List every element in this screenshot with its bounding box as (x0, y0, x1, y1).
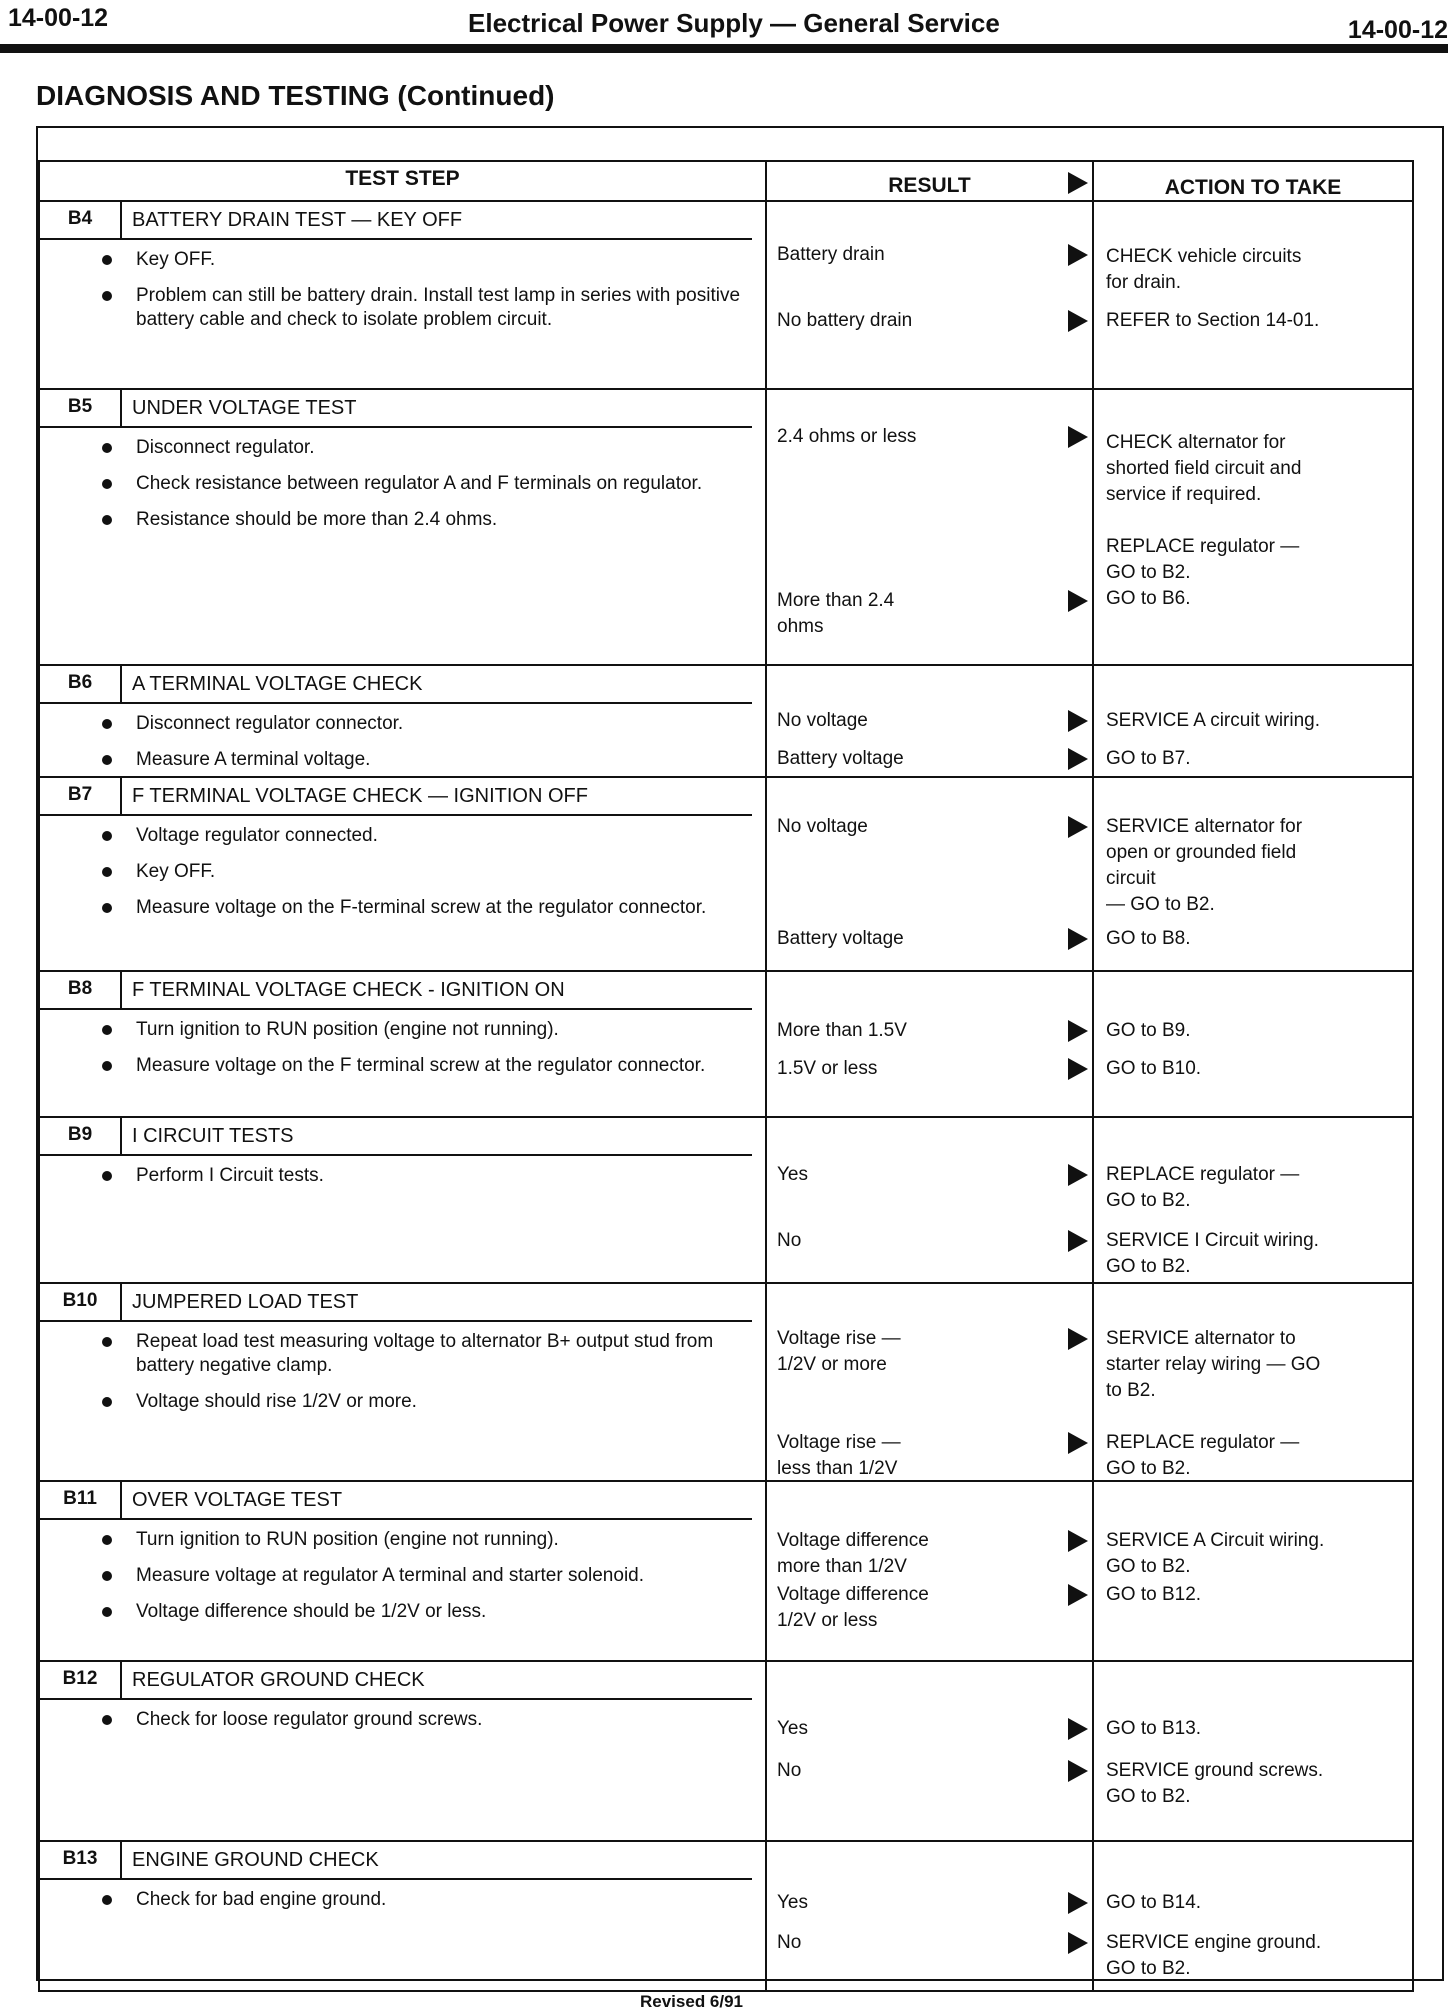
action-text: REPLACE regulator — GO to B2. (1106, 1164, 1300, 1211)
result-cell (767, 1842, 1094, 1990)
result-text: Voltage rise — less than 1/2V (777, 1432, 901, 1479)
instruction-item: Problem can still be battery drain. Install test lamp in series with positive battery cable and check to isolate problem circuit. (136, 284, 751, 332)
result-cell (767, 1118, 1094, 1282)
result-text: No (777, 1932, 802, 1953)
arrow-right-icon (1068, 1932, 1088, 1954)
test-step-cell (40, 972, 767, 1116)
instruction-item: Voltage regulator connected. (136, 824, 751, 848)
test-step-instructions (40, 1520, 765, 1642)
test-step-id: B4 (40, 202, 122, 238)
arrow-right-icon (1068, 1328, 1088, 1350)
instruction-item: Disconnect regulator. (136, 436, 751, 460)
action-text: SERVICE A Circuit wiring. GO to B2. (1106, 1530, 1325, 1577)
instruction-item: Voltage difference should be 1/2V or less. (136, 1600, 751, 1624)
result-cell (767, 972, 1094, 1116)
column-header-test-step: TEST STEP (40, 162, 767, 200)
arrow-right-icon (1068, 928, 1088, 950)
action-text: SERVICE engine ground. GO to B2. (1106, 1932, 1322, 1979)
action-cell (1094, 390, 1412, 664)
arrow-right-icon (1068, 1530, 1088, 1552)
test-step-row (40, 1662, 1412, 1842)
test-step-row (40, 202, 1412, 390)
test-step-title: F TERMINAL VOLTAGE CHECK - IGNITION ON (132, 979, 565, 1001)
test-step-title: JUMPERED LOAD TEST (132, 1291, 359, 1313)
page-number-right: 14-00-12 (1347, 16, 1448, 44)
test-step-instructions (40, 1322, 765, 1432)
test-step-row (40, 666, 1412, 778)
arrow-right-icon (1068, 1892, 1088, 1914)
instruction-item: Measure voltage at regulator A terminal and starter solenoid. (136, 1564, 751, 1588)
result-text: More than 2.4 ohms (777, 590, 895, 637)
column-header-result-label: RESULT (888, 174, 971, 197)
column-header-action: ACTION TO TAKE (1164, 176, 1342, 199)
action-text: SERVICE ground screws. GO to B2. (1106, 1760, 1324, 1807)
test-step-header (40, 1118, 752, 1156)
action-text: REPLACE regulator — GO to B2. (1106, 1432, 1300, 1479)
test-step-title: A TERMINAL VOLTAGE CHECK (132, 673, 423, 695)
test-step-header (40, 778, 752, 816)
action-cell (1094, 1284, 1412, 1480)
header-rule (0, 44, 1448, 53)
result-text: Voltage rise — 1/2V or more (777, 1328, 901, 1375)
instruction-item: Perform I Circuit tests. (136, 1164, 751, 1188)
action-text: GO to B14. (1106, 1892, 1202, 1913)
test-step-row (40, 1284, 1412, 1482)
arrow-right-icon (1068, 1760, 1088, 1782)
arrow-right-icon (1068, 1058, 1088, 1080)
result-text: Yes (777, 1892, 808, 1913)
instruction-item: Check resistance between regulator A and F terminals on regulator. (136, 472, 751, 496)
result-cell (767, 390, 1094, 664)
test-step-id: B7 (40, 778, 122, 814)
diagnosis-table (38, 160, 1414, 1992)
result-cell (767, 1482, 1094, 1660)
test-step-instructions (40, 428, 765, 550)
test-step-cell (40, 1662, 767, 1840)
result-cell (767, 202, 1094, 388)
test-step-header (40, 390, 752, 428)
result-text: No battery drain (777, 310, 913, 331)
action-text: GO to B7. (1106, 748, 1191, 769)
test-step-id: B13 (40, 1842, 122, 1878)
result-text: Yes (777, 1164, 808, 1185)
result-text: No voltage (777, 816, 868, 837)
test-step-instructions (40, 1010, 765, 1096)
test-step-title: F TERMINAL VOLTAGE CHECK — IGNITION OFF (132, 785, 588, 807)
test-step-header (40, 1662, 752, 1700)
instruction-item: Measure voltage on the F terminal screw at the regulator connector. (136, 1054, 751, 1078)
test-step-title: UNDER VOLTAGE TEST (132, 397, 357, 419)
test-step-cell (40, 778, 767, 970)
action-text: GO to B9. (1106, 1020, 1191, 1041)
instruction-item: Repeat load test measuring voltage to alternator B+ output stud from battery negative clamp. (136, 1330, 751, 1378)
test-step-instructions (40, 816, 765, 938)
test-step-title: BATTERY DRAIN TEST — KEY OFF (132, 209, 463, 231)
result-text: Voltage difference more than 1/2V (777, 1530, 929, 1577)
test-step-row (40, 390, 1412, 666)
test-step-id: B9 (40, 1118, 122, 1154)
test-step-header (40, 972, 752, 1010)
arrow-right-icon (1068, 426, 1088, 448)
instruction-item: Voltage should rise 1/2V or more. (136, 1390, 751, 1414)
action-cell (1094, 666, 1412, 776)
result-text: Battery voltage (777, 748, 904, 769)
test-step-title: I CIRCUIT TESTS (132, 1125, 294, 1147)
test-step-cell (40, 1482, 767, 1660)
action-cell (1094, 972, 1412, 1116)
test-step-header (40, 1842, 752, 1880)
instruction-item: Check for loose regulator ground screws. (136, 1708, 751, 1732)
arrow-right-icon (1068, 748, 1088, 770)
page-header (0, 0, 1456, 58)
action-text: SERVICE A circuit wiring. (1106, 710, 1321, 731)
result-text: Battery drain (777, 244, 885, 265)
arrow-right-icon (1068, 1020, 1088, 1042)
test-step-id: B12 (40, 1662, 122, 1698)
test-step-row (40, 778, 1412, 972)
action-text: GO to B6. (1106, 588, 1191, 609)
arrow-right-icon (1068, 1718, 1088, 1740)
test-step-cell (40, 666, 767, 776)
test-step-instructions (40, 1700, 765, 1750)
test-step-row (40, 1482, 1412, 1662)
test-step-row (40, 1118, 1412, 1284)
test-step-cell (40, 390, 767, 664)
result-cell (767, 666, 1094, 776)
result-cell (767, 1284, 1094, 1480)
action-cell (1094, 778, 1412, 970)
test-step-id: B11 (40, 1482, 122, 1518)
action-cell (1094, 1842, 1412, 1990)
arrow-right-icon (1068, 310, 1088, 332)
test-step-header (40, 202, 752, 240)
section-title: DIAGNOSIS AND TESTING (Continued) (36, 80, 555, 111)
instruction-item: Turn ignition to RUN position (engine not running). (136, 1528, 751, 1552)
action-text: GO to B13. (1106, 1718, 1202, 1739)
test-step-cell (40, 202, 767, 388)
result-text: Yes (777, 1718, 808, 1739)
test-step-title: REGULATOR GROUND CHECK (132, 1669, 425, 1691)
test-step-cell (40, 1118, 767, 1282)
result-text: No voltage (777, 710, 868, 731)
test-step-header (40, 666, 752, 704)
revision-footer: Revised 6/91 (640, 1992, 744, 2011)
instruction-item: Key OFF. (136, 248, 751, 272)
instruction-item: Measure voltage on the F-terminal screw at the regulator connector. (136, 896, 751, 920)
action-cell (1094, 1662, 1412, 1840)
test-step-instructions (40, 1880, 765, 1930)
instruction-item: Disconnect regulator connector. (136, 712, 751, 736)
test-step-id: B5 (40, 390, 122, 426)
instruction-item: Measure A terminal voltage. (136, 748, 751, 772)
action-text: GO to B10. (1106, 1058, 1202, 1079)
action-text: SERVICE I Circuit wiring. GO to B2. (1106, 1230, 1319, 1277)
test-step-id: B10 (40, 1284, 122, 1320)
test-step-id: B6 (40, 666, 122, 702)
action-text: CHECK vehicle circuits for drain. (1106, 246, 1302, 293)
action-cell (1094, 202, 1412, 388)
arrow-right-icon (1068, 1432, 1088, 1454)
action-text: SERVICE alternator to starter relay wiring — GO to B2. (1106, 1328, 1321, 1401)
instruction-item: Turn ignition to RUN position (engine not running). (136, 1018, 751, 1042)
arrow-right-icon (1068, 1164, 1088, 1186)
result-text: Battery voltage (777, 928, 904, 949)
action-text: SERVICE alternator for open or grounded field circuit — GO to B2. (1106, 816, 1303, 915)
result-text: 2.4 ohms or less (777, 426, 917, 447)
result-cell (767, 1662, 1094, 1840)
result-text: More than 1.5V (777, 1020, 907, 1041)
action-text: GO to B8. (1106, 928, 1191, 949)
page-header-title: Electrical Power Supply — General Service (468, 8, 1000, 38)
test-step-instructions (40, 240, 765, 350)
arrow-right-icon (1068, 590, 1088, 612)
arrow-right-icon (1068, 710, 1088, 732)
arrow-right-icon (1068, 1584, 1088, 1606)
action-cell (1094, 1118, 1412, 1282)
action-text: GO to B12. (1106, 1584, 1202, 1605)
instruction-item: Check for bad engine ground. (136, 1888, 751, 1912)
test-step-title: OVER VOLTAGE TEST (132, 1489, 343, 1511)
instruction-item: Key OFF. (136, 860, 751, 884)
action-text: CHECK alternator for shorted field circuit and service if required. REPLACE regulator — GO to B2. (1106, 432, 1302, 583)
result-text: 1.5V or less (777, 1058, 878, 1079)
test-step-row (40, 972, 1412, 1118)
test-step-row (40, 1842, 1412, 1992)
result-text: No (777, 1760, 802, 1781)
result-text: No (777, 1230, 802, 1251)
action-cell (1094, 1482, 1412, 1660)
result-text: Voltage difference 1/2V or less (777, 1584, 929, 1631)
test-step-header (40, 1482, 752, 1520)
action-text: REFER to Section 14-01. (1106, 310, 1320, 331)
instruction-item: Resistance should be more than 2.4 ohms. (136, 508, 751, 532)
test-step-cell (40, 1842, 767, 1990)
column-header-result (767, 162, 1094, 200)
test-step-instructions (40, 1156, 765, 1206)
table-column-headers (40, 162, 1412, 202)
arrow-right-icon (1068, 1230, 1088, 1252)
arrow-right-icon (1068, 172, 1088, 194)
arrow-right-icon (1068, 816, 1088, 838)
result-cell (767, 778, 1094, 970)
page-number-left: 14-00-12 (8, 4, 109, 32)
arrow-right-icon (1068, 244, 1088, 266)
test-step-cell (40, 1284, 767, 1480)
test-step-title: ENGINE GROUND CHECK (132, 1849, 379, 1871)
test-step-id: B8 (40, 972, 122, 1008)
test-step-header (40, 1284, 752, 1322)
